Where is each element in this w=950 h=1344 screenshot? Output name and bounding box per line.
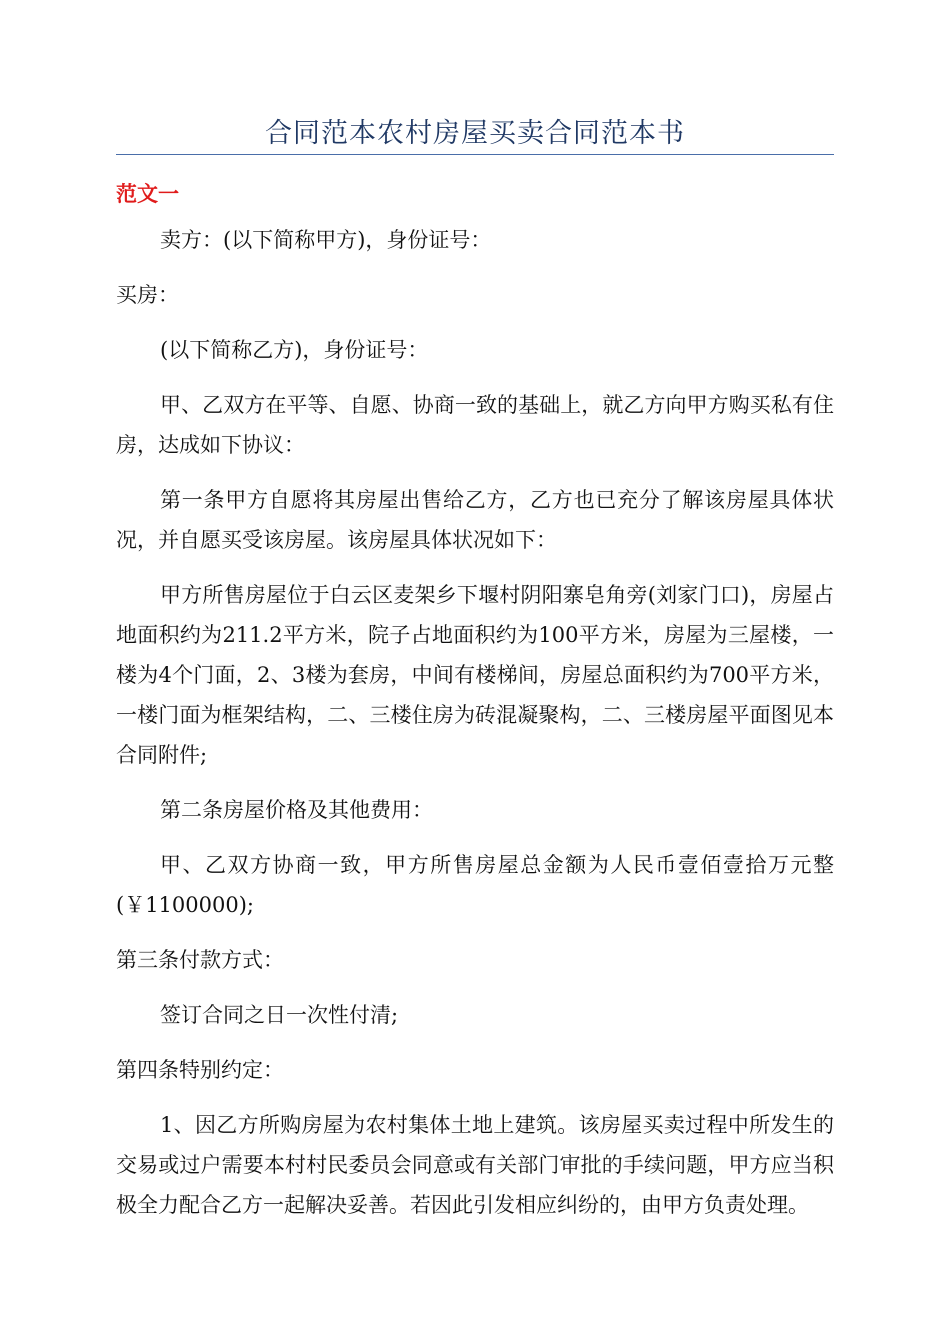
- paragraph-article-4: 第四条特别约定：: [116, 1058, 284, 1082]
- paragraph-buyer-id: (以下简称乙方)，身份证号：: [160, 338, 429, 362]
- paragraph-payment: 签订合同之日一次性付清;: [160, 1003, 399, 1027]
- document-body: [116, 220, 834, 1240]
- paragraph-agreement-intro: 甲、乙双方在平等、自愿、协商一致的基础上，就乙方向甲方购买私有住房，达成如下协议：: [116, 393, 834, 457]
- paragraph-property-details: 甲方所售房屋位于白云区麦架乡下堰村阴阳寨皂角旁(刘家门口)，房屋占地面积约为211.2平方米，院子占地面积约为100平方米，房屋为三屋楼，一楼为4个门面，2、3楼为套房，中间有楼梯间，房屋总面积约为700平方米，一楼门面为框架结构，二、三楼住房为砖混凝聚构，二、三楼房屋平面图见本合同附件;: [116, 583, 834, 767]
- paragraph-buyer: 买房：: [116, 283, 179, 307]
- title-underline: [116, 154, 834, 155]
- section-heading: 范文一: [116, 182, 179, 206]
- paragraph-article-3: 第三条付款方式：: [116, 948, 284, 972]
- document-title: 合同范本农村房屋买卖合同范本书: [265, 118, 685, 149]
- paragraph-special-term-1: 1、因乙方所购房屋为农村集体土地上建筑。该房屋买卖过程中所发生的交易或过户需要本村村民委员会同意或有关部门审批的手续问题，甲方应当积极全力配合乙方一起解决妥善。若因此引发相应纠纷的，由甲方负责处理。: [116, 1113, 834, 1217]
- paragraph-article-2: 第二条房屋价格及其他费用：: [160, 798, 433, 822]
- paragraph-price: 甲、乙双方协商一致，甲方所售房屋总金额为人民币壹佰壹拾万元整(￥1100000);: [116, 853, 834, 917]
- paragraph-article-1: 第一条甲方自愿将其房屋出售给乙方，乙方也已充分了解该房屋具体状况，并自愿买受该房屋。该房屋具体状况如下：: [116, 488, 834, 552]
- paragraph-seller: 卖方：(以下简称甲方)，身份证号：: [160, 228, 492, 252]
